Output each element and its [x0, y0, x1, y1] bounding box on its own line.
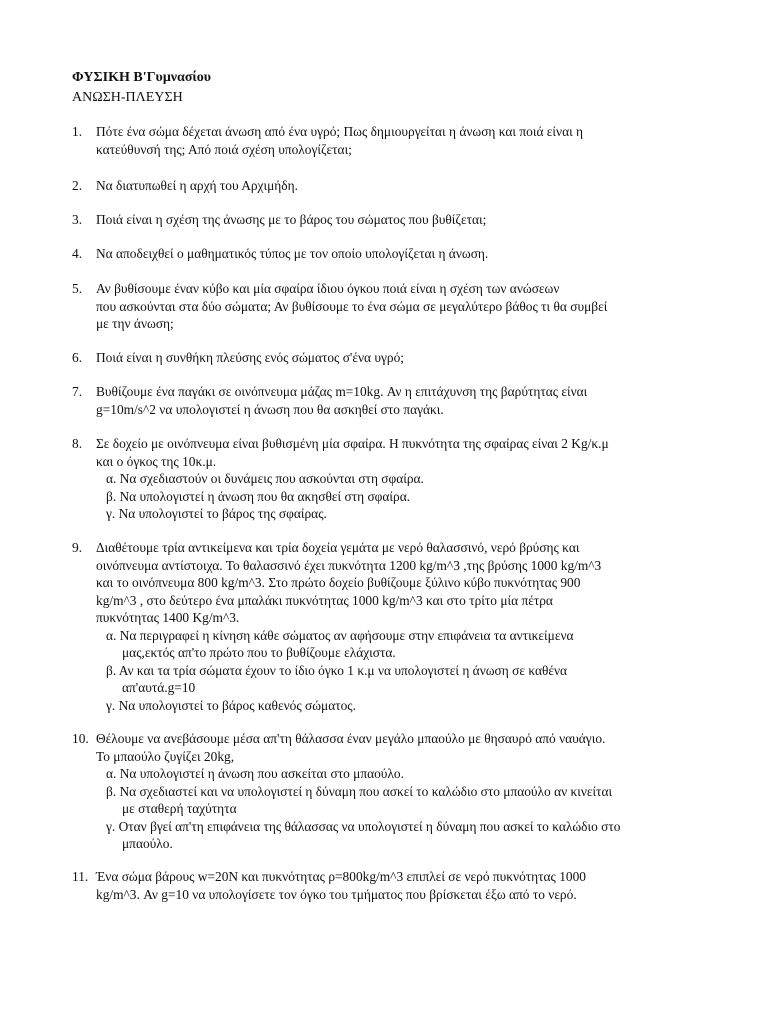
document-title: ΦΥΣΙΚΗ Β'Γυμνασίου — [72, 70, 212, 85]
question-number: 10. — [72, 731, 89, 746]
question-3 — [72, 211, 726, 229]
subquestion-line: β. Να σχεδιαστεί και να υπολογιστεί η δύναμη που ασκεί το καλώδιο στο μπαούλο αν κινείται — [106, 783, 613, 799]
question-line: πυκνότητας 1400 Kg/m^3. — [96, 610, 240, 625]
question-number: 2. — [72, 178, 83, 193]
subquestion-line: α. Να σχεδιαστούν οι δυνάμεις που ασκούνται στη σφαίρα. — [106, 471, 424, 486]
question-line: Το μπαούλο ζυγίζει 20kg, — [96, 748, 235, 764]
question-line: Ένα σώμα βάρους w=20N και πυκνότητας ρ=800kg/m^3 επιπλεί σε νερό πυκνότητας 1000 — [96, 869, 586, 884]
subquestion-a — [96, 765, 726, 783]
question-line: Διαθέτουμε τρία αντικείμενα και τρία δοχεία γεμάτα με νερό θαλασσινό, νερό βρύσης και — [96, 540, 580, 555]
subquestion-a — [96, 627, 726, 662]
question-line: g=10m/s^2 να υπολογιστεί η άνωση που θα ασκηθεί στο παγάκι. — [96, 401, 444, 417]
question-10 — [72, 730, 726, 853]
document-subtitle: ΑΝΩΣΗ-ΠΛΕΥΣΗ — [72, 90, 183, 105]
question-1 — [72, 123, 726, 158]
subquestion-line: α. Να υπολογιστεί η άνωση που ασκείται στο μπαούλο. — [106, 766, 404, 781]
subquestion-c — [96, 818, 726, 853]
question-line: Ποιά είναι η σχέση της άνωσης με το βάρος του σώματος που βυθίζεται; — [96, 212, 487, 227]
subquestion-line: α. Να περιγραφεί η κίνηση κάθε σώματος αν αφήσουμε στην επιφάνεια τα αντικείμενα — [106, 627, 574, 643]
question-line: και ο όγκος της 10κ.μ. — [96, 453, 217, 469]
question-number: 8. — [72, 436, 83, 451]
question-4 — [72, 245, 726, 263]
subquestion-b — [96, 783, 726, 818]
subquestion-line: με σταθερή ταχύτητα — [122, 801, 237, 816]
subquestion-line: γ. Να υπολογιστεί το βάρος της σφαίρας. — [106, 506, 327, 521]
question-line: οινόπνευμα αντίστοιχα. Το θαλασσινό έχει πυκνότητα 1200 kg/m^3 ,της βρύσης 1000 kg/m^3 — [96, 557, 602, 573]
question-number: 4. — [72, 246, 83, 261]
question-2 — [72, 177, 726, 195]
question-number: 11. — [72, 869, 89, 884]
question-6 — [72, 349, 726, 367]
subquestion-b — [96, 488, 726, 506]
question-9 — [72, 539, 726, 714]
question-line: kg/m^3 , στο δεύτερο ένα μπαλάκι πυκνότητας 1000 kg/m^3 και στο τρίτο μία πέτρα — [96, 592, 553, 608]
subquestion-line: γ. Να υπολογιστεί το βάρος καθενός σώματος. — [106, 697, 356, 713]
question-line: κατεύθυνσή της; Από ποιά σχέση υπολογίζεται; — [96, 141, 352, 157]
question-number: 9. — [72, 540, 83, 555]
subquestion-line: β. Αν και τα τρία σώματα έχουν το ίδιο όγκο 1 κ.μ να υπολογιστεί η άνωση σε καθένα — [106, 662, 568, 678]
question-line: Να αποδειχθεί ο μαθηματικός τύπος με τον οποίο υπολογίζεται η άνωση. — [96, 246, 489, 261]
question-line: και το οινόπνευμα 800 kg/m^3. Στο πρώτο δοχείο βυθίζουμε ξύλινο κύβο πυκνότητας 900 — [96, 575, 581, 590]
subquestion-line: μας,εκτός απ'το πρώτο που το βυθίζουμε ελάχιστα. — [122, 645, 396, 660]
subquestion-c — [96, 505, 726, 523]
subquestion-c — [96, 697, 726, 715]
question-line: Βυθίζουμε ένα παγάκι σε οινόπνευμα μάζας m=10kg. Αν η επιτάχυνση της βαρύτητας είναι — [96, 384, 588, 399]
subquestion-b — [96, 662, 726, 697]
subquestion-line: απ'αυτά.g=10 — [122, 680, 196, 695]
question-5 — [72, 280, 726, 333]
question-8 — [72, 435, 726, 523]
question-line: Αν βυθίσουμε έναν κύβο και μία σφαίρα ίδιου όγκου ποιά είναι η σχέση των ανώσεων — [96, 281, 560, 296]
question-number: 1. — [72, 124, 83, 139]
question-number: 6. — [72, 350, 83, 365]
question-number: 3. — [72, 212, 83, 227]
question-line: Θέλουμε να ανεβάσουμε μέσα απ'τη θάλασσα έναν μεγάλο μπαούλο με θησαυρό από ναυάγιο. — [96, 731, 606, 746]
question-line: Ποιά είναι η συνθήκη πλεύσης ενός σώματος σ'ένα υγρό; — [96, 350, 405, 365]
question-11 — [72, 868, 726, 903]
subquestion-line: μπαούλο. — [122, 836, 173, 851]
question-line: με την άνωση; — [96, 316, 174, 331]
question-number: 5. — [72, 281, 83, 296]
question-7 — [72, 383, 726, 418]
question-line: Σε δοχείο με οινόπνευμα είναι βυθισμένη μία σφαίρα. Η πυκνότητα της σφαίρας είναι 2 Kg/κ.μ — [96, 436, 609, 451]
subquestion-line: β. Να υπολογιστεί η άνωση που θα ακησθεί στη σφαίρα. — [106, 488, 411, 504]
question-line: Να διατυπωθεί η αρχή του Αρχιμήδη. — [96, 178, 298, 193]
question-number: 7. — [72, 384, 83, 399]
subquestion-a — [96, 470, 726, 488]
question-line: που ασκούνται στα δύο σώματα; Αν βυθίσουμε το ένα σώμα σε μεγαλύτερο βάθος τι θα συμβεί — [96, 298, 608, 314]
question-line: kg/m^3. Αν g=10 να υπολογίσετε τον όγκο του τμήματος που βρίσκεται έξω από το νερό. — [96, 886, 577, 902]
question-line: Πότε ένα σώμα δέχεται άνωση από ένα υγρό; Πως δημιουργείται η άνωση και ποιά είναι η — [96, 124, 584, 139]
subquestion-line: γ. Οταν βγεί απ'τη επιφάνεια της θάλασσας να υπολογιστεί η δύναμη που ασκεί το καλώδιο στο — [106, 818, 621, 834]
